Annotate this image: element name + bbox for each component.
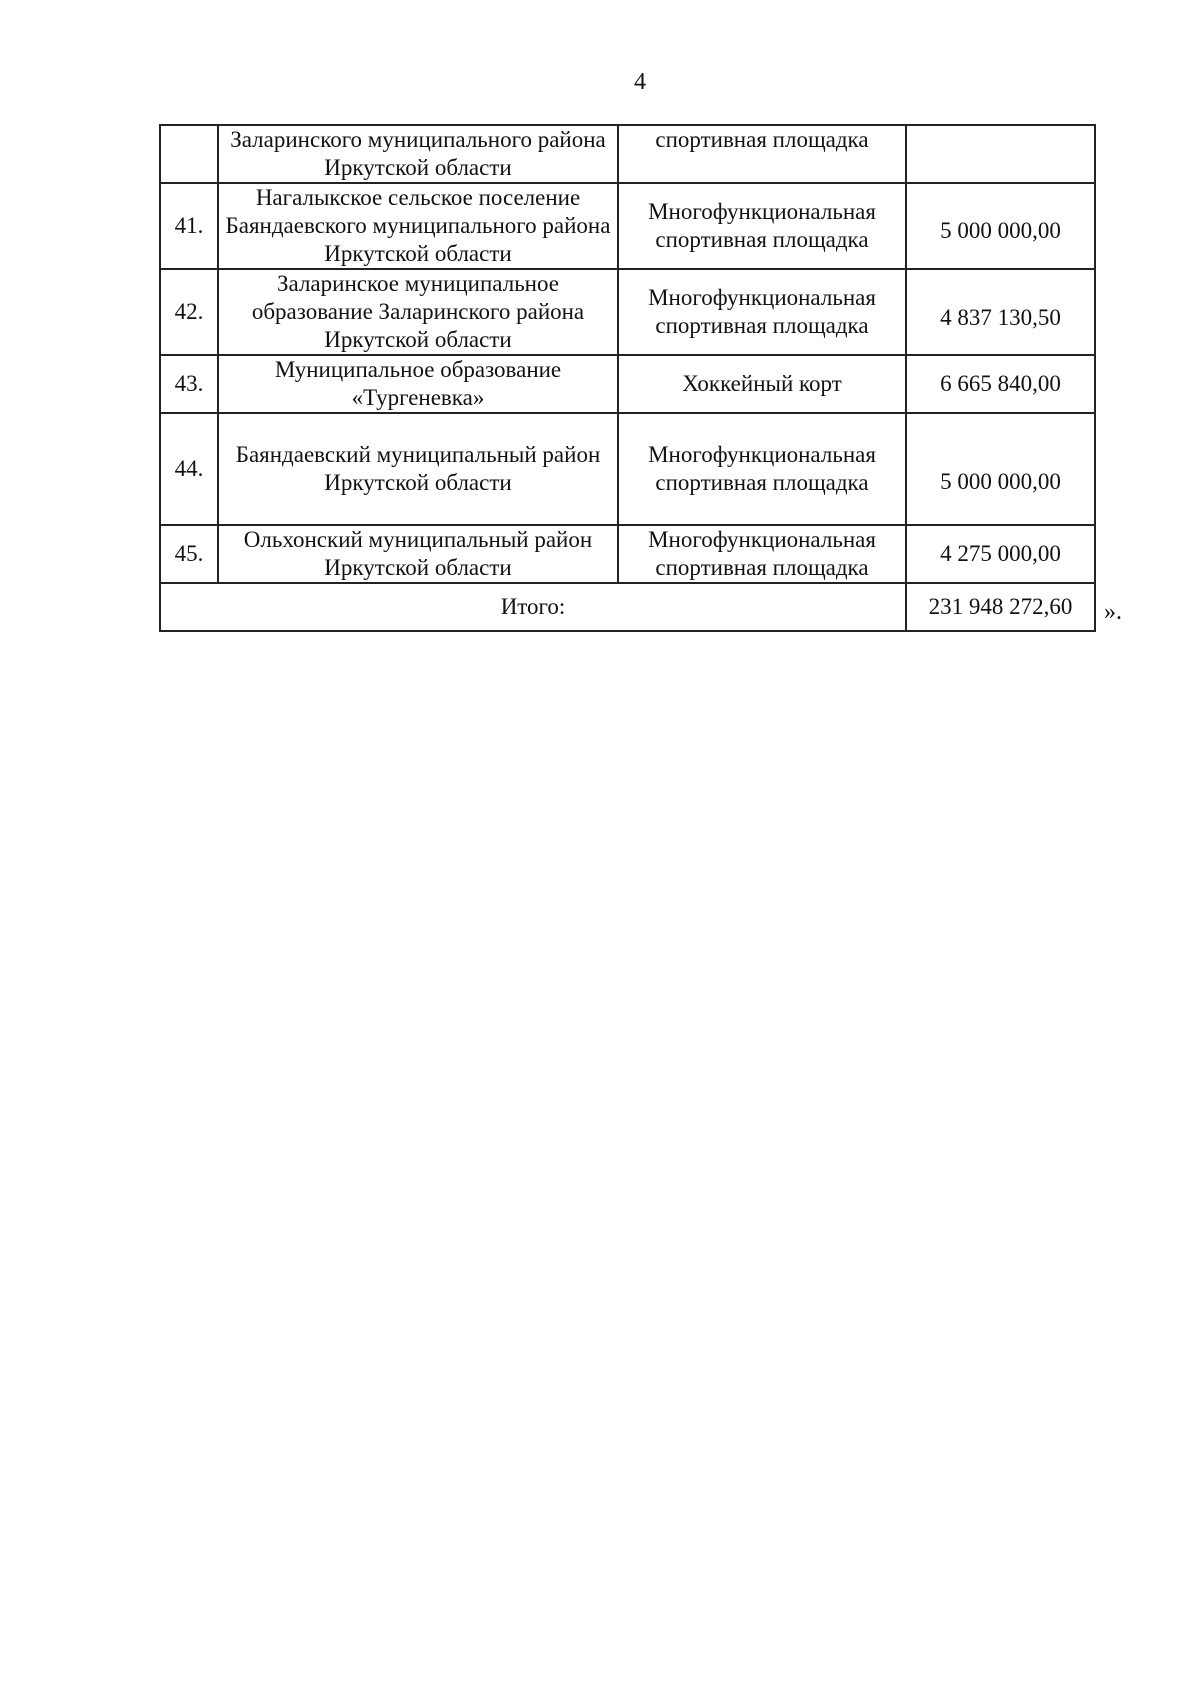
- object-name: Многофункциональная спортивная площадка: [618, 183, 906, 269]
- row-number: 41.: [160, 183, 218, 269]
- amount: 5 000 000,00: [906, 413, 1095, 525]
- amount: 6 665 840,00: [906, 355, 1095, 413]
- amount: [906, 125, 1095, 183]
- recipient-name: Нагалыкское сельское поселение Баяндаевского муниципального района Иркутской области: [218, 183, 618, 269]
- amount: 5 000 000,00: [906, 183, 1095, 269]
- table-row: [160, 269, 1095, 355]
- object-name: Хоккейный корт: [618, 355, 906, 413]
- total-amount: 231 948 272,60: [906, 583, 1095, 631]
- recipient-name: Баяндаевский муниципальный район Иркутской области: [218, 413, 618, 525]
- row-number: [160, 125, 218, 183]
- object-name: Многофункциональная спортивная площадка: [618, 413, 906, 525]
- row-number: 45.: [160, 525, 218, 583]
- amount: 4 837 130,50: [906, 269, 1095, 355]
- table-row: [160, 413, 1095, 525]
- closing-quote: ».: [1104, 599, 1122, 625]
- row-number: 44.: [160, 413, 218, 525]
- recipient-name: Ольхонский муниципальный район Иркутской области: [218, 525, 618, 583]
- page-number: 4: [634, 69, 646, 95]
- table-row: [160, 525, 1095, 583]
- total-label: Итого:: [160, 583, 906, 631]
- recipient-name: Заларинского муниципального района Иркутской области: [218, 125, 618, 183]
- table-row: [160, 125, 1095, 183]
- object-name: Многофункциональная спортивная площадка: [618, 525, 906, 583]
- row-number: 43.: [160, 355, 218, 413]
- allocation-table: [159, 124, 1096, 632]
- row-number: 42.: [160, 269, 218, 355]
- recipient-name: Муниципальное образование «Тургеневка»: [218, 355, 618, 413]
- table-row: [160, 183, 1095, 269]
- recipient-name: Заларинское муниципальное образование Заларинского района Иркутской области: [218, 269, 618, 355]
- total-row: [160, 583, 1095, 631]
- object-name: Многофункциональная спортивная площадка: [618, 269, 906, 355]
- object-name: спортивная площадка: [618, 125, 906, 183]
- amount: 4 275 000,00: [906, 525, 1095, 583]
- table-row: [160, 355, 1095, 413]
